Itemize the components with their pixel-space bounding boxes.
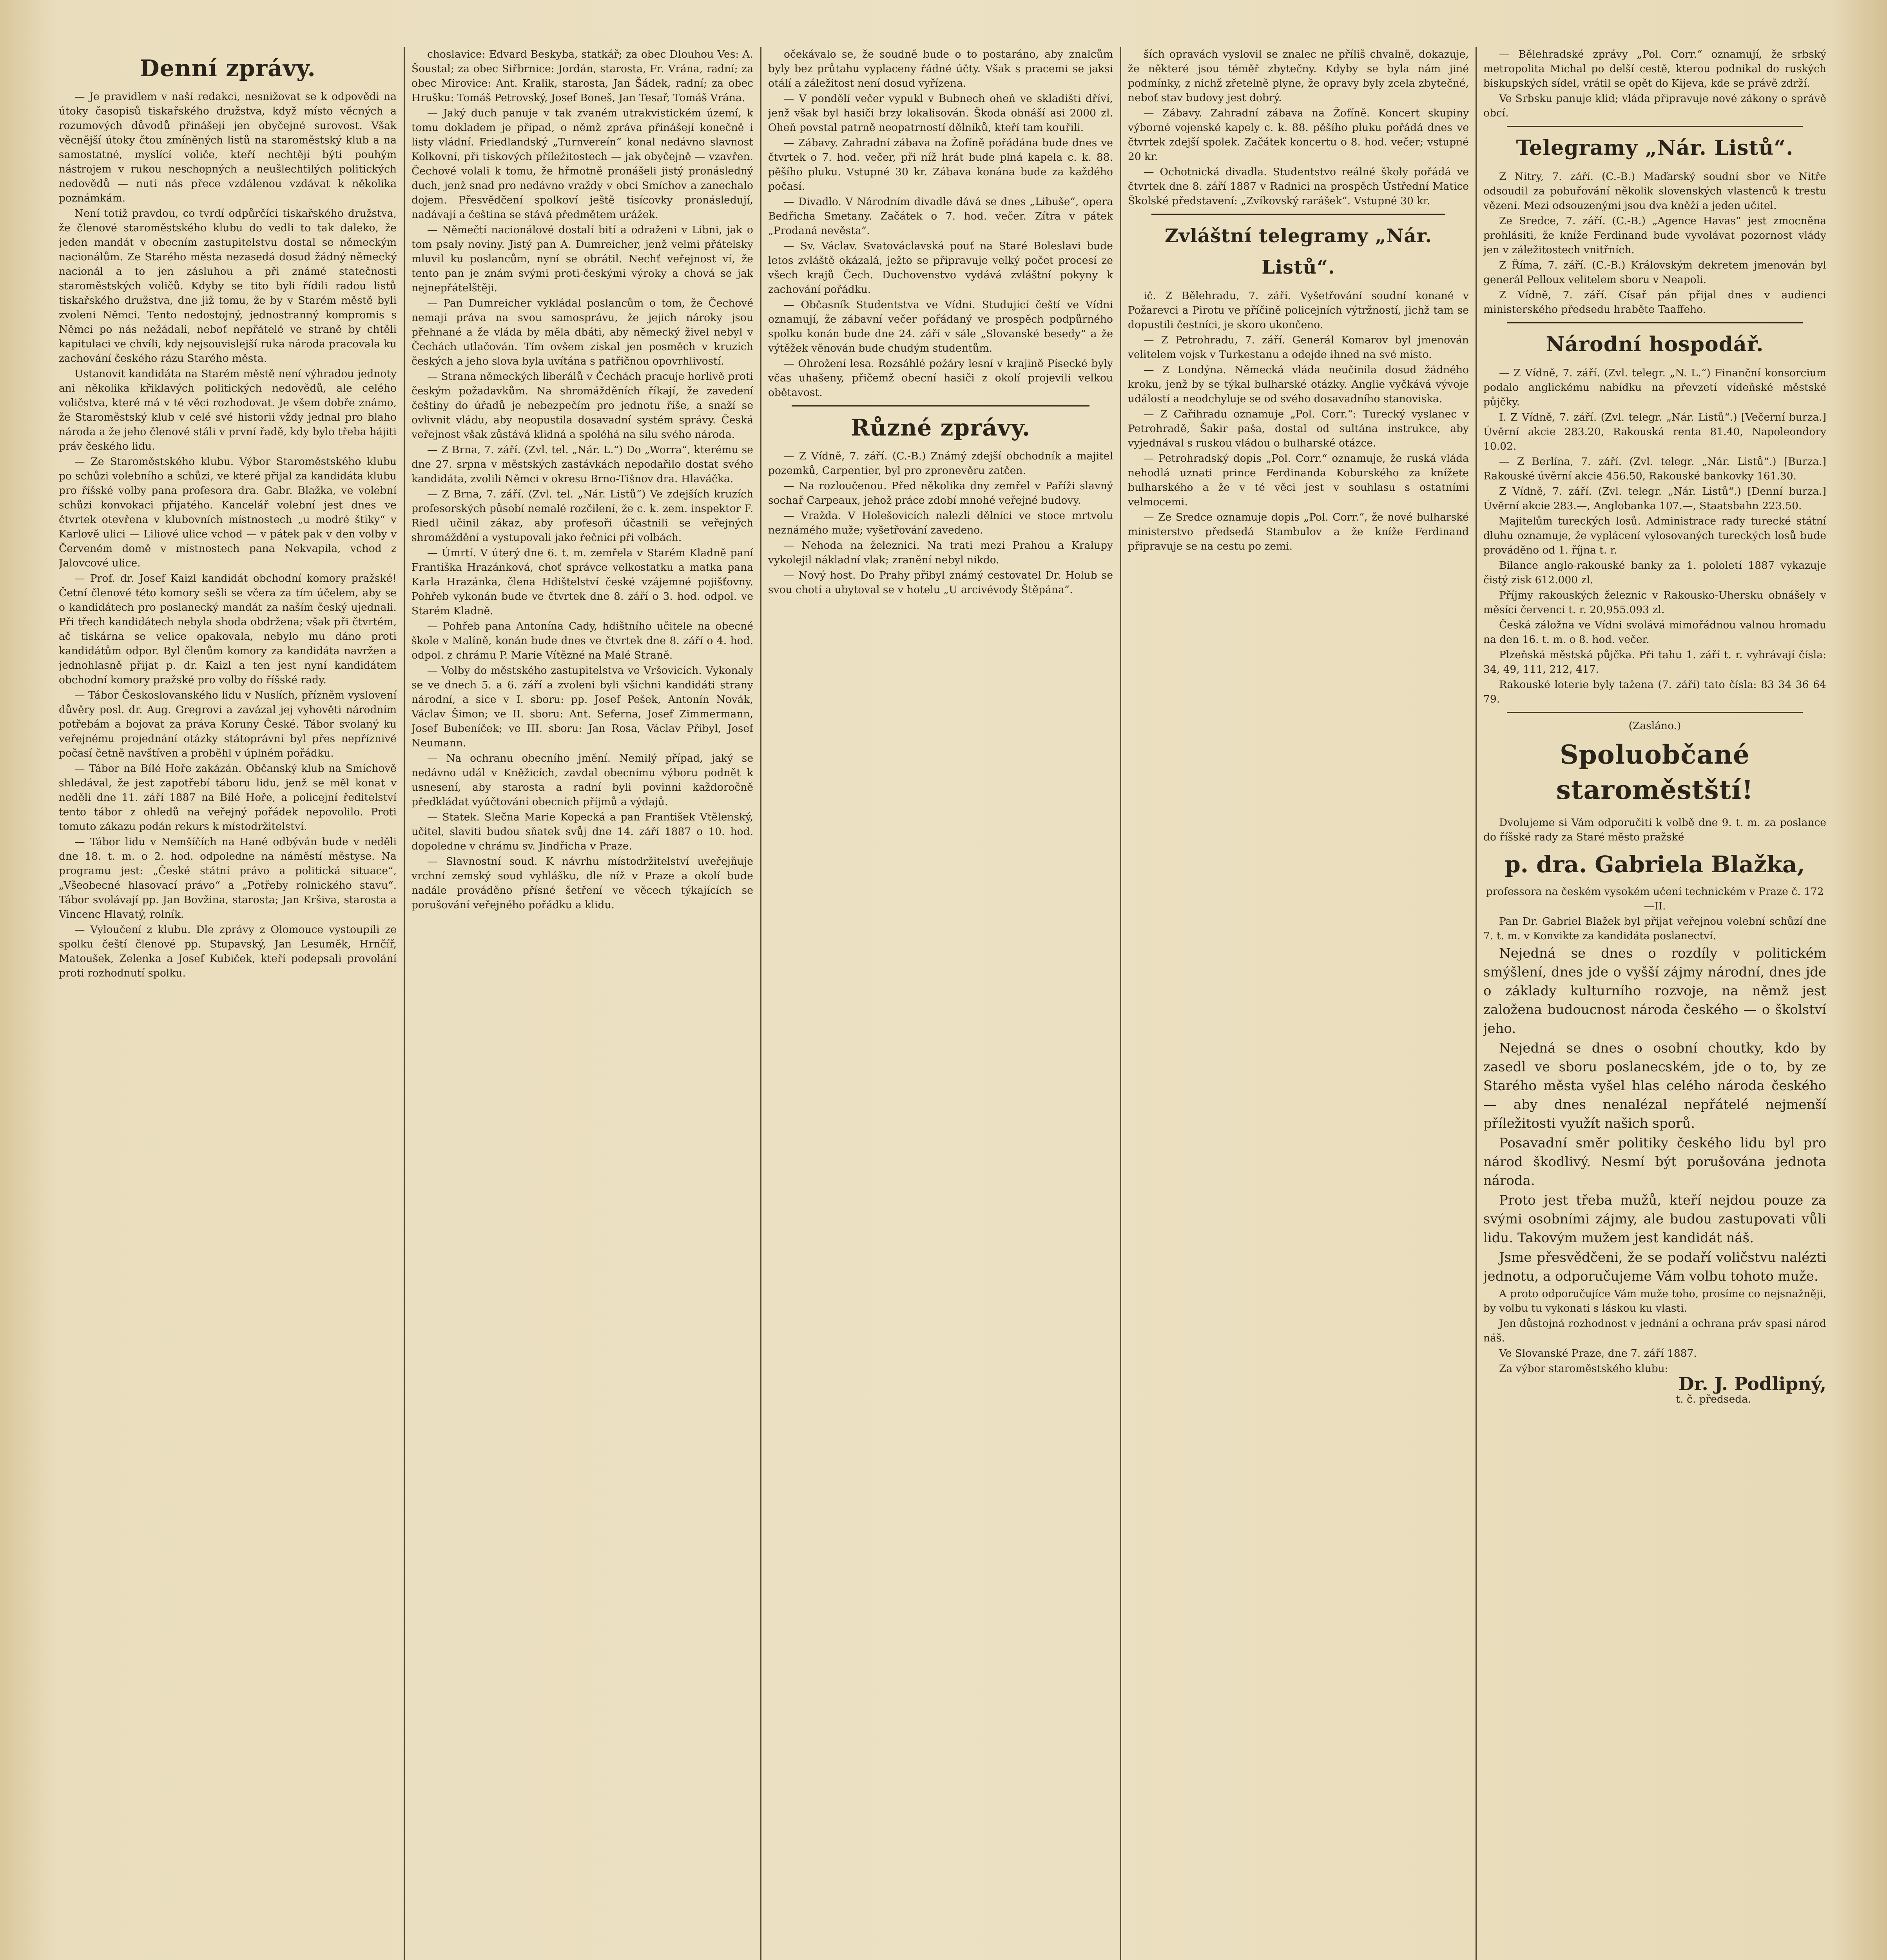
notice-paragraph: Za výbor staroměstského klubu: — [1499, 1363, 1668, 1375]
article-paragraph: Z Nitry, 7. září. (C.-B.) Maďarský soudní sbor ve Nitře odsoudil za pobuřování několik slovenských vlastenců k trestu vězení. Mezi odsouzenými jsou dva kněží a jeden učitel. — [1483, 171, 1826, 212]
candidate-name: p. dra. Gabriela Blažka, — [1505, 851, 1805, 878]
section-rule — [1507, 322, 1803, 323]
column-4 — [1128, 47, 1469, 1960]
section-heading-narodni-hospodar: Národní hospodář. — [1546, 332, 1764, 356]
section-rule — [1151, 214, 1445, 215]
article-paragraph: — Zábavy. Zahradní zábava na Žofíně pořádána bude dnes ve čtvrtek o 7. hod. večer, při níž hrát bude plná kapela c. k. 88. pěšího pluku. Vstupné 30 kr. Zábava konána bude za každého počasí. — [768, 137, 1113, 192]
article-paragraph: — Z Brna, 7. září. (Zvl. tel. „Nár. Listů“) Ve zdejších kruzích profesorských působí nemalé rozčilení, že c. k. zem. inspektor F. Riedl učinil zákaz, aby profesoři účastnili se veřejných shromáždění a vystupovali jako řečníci při volbách. — [411, 488, 753, 544]
article-paragraph: — Občasník Studentstva ve Vídni. Studující čeští ve Vídni oznamují, že zábavní večer pořádaný ve prospěch podpůrného spolku konán bude dne 24. září v sále „Slovanské besedy“ a že výtěžek věnován bude chudým studentům. — [768, 299, 1113, 354]
article-paragraph: Ustanovit kandidáta na Starém městě není výhradou jednoty ani několika křiklavých politických nedovědů, ale celého voličstva, které má v té věci rozhodovat. Je všem dobře známo, že Staroměstský klub v celé své historii vždy jednal pro blaho národa a že jeho členové stáli v první řadě, kdy bylo třeba hájiti práv českého lidu. — [59, 368, 397, 452]
column-3 — [768, 47, 1113, 1960]
article-paragraph: — Pan Dumreicher vykládal poslancům o tom, že Čechové nemají práva na svou samosprávu, že jejich nároky jsou přehnané a že vláda by měla dbáti, aby německý živel nebyl v Čechách utlačován. Tím ovšem získal jen posměch v kruzích českých a jeho slova byla uvítána s patřičnou opovrhlivostí. — [411, 297, 753, 367]
article-paragraph: — Volby do městského zastupitelstva ve Vršovicích. Vykonaly se ve dnech 5. a 6. září a zvoleni byli všichni kandidáti strany národní, a sice v I. sboru: pp. Josef Pešek, Antonín Novák, Václav Šimon; ve II. sboru: Ant. Seferna, Josef Zimmermann, Josef Bubeníček; ve III. sboru: Jan Rosa, Václav Přibyl, Josef Neumann. — [411, 664, 753, 749]
article-paragraph: ších opravách vyslovil se znalec ne příliš chvalně, dokazuje, že některé jsou téměř zbytečny. Kdyby se byla nám jiné podmínky, z nichž zřetelně plyne, že opravy byly zcela zbytečné, neboť stav budovy jest dobrý. — [1128, 48, 1469, 104]
article-paragraph: — Pohřeb pana Antonína Cady, hdištního učitele na obecné škole v Malíně, konán bude dnes ve čtvrtek dne 8. září o 4. hod. odpol. z chrámu P. Marie Vítězné na Malé Straně. — [411, 620, 753, 661]
article-paragraph: — Tábor na Bílé Hoře zakázán. Občanský klub na Smíchově shledával, že jest zapotřebí táboru lidu, jenž se měl konat v neděli dne 11. září 1887 na Bílé Hoře, a policejní ředitelství tento tábor z ohledů na veřejný pořádek nepovolilo. Proti tomuto zákazu podán rekurs k místodržitelství. — [59, 762, 397, 833]
article-paragraph: — Z Petrohradu, 7. září. Generál Komarov byl jmenován velitelem vojsk v Turkestanu a odejde ihned na své místo. — [1128, 334, 1469, 361]
article-paragraph: ič. Z Bělehradu, 7. září. Vyšetřování soudní konané v Požarevci a Pirotu ve příčině policejních výtržností, jichž tam se dopustili čestníci, je skoro ukončeno. — [1128, 290, 1469, 331]
article-paragraph: — Vyloučení z klubu. Dle zprávy z Olomouce vystoupili ze spolku čeští členové pp. Stupavský, Jan Lesuměk, Hrnčíř, Matoušek, Zelenka a Josef Kubiček, kteří podepsali provolání proti rozhodnutí spolku. — [59, 924, 397, 979]
article-paragraph: — Němečtí nacionálové dostalí bití a odraženi v Libni, jak o tom psaly noviny. Jistý pan A. Dumreicher, jenž velmi přátelsky mluvil ku poslancům, nyní se obrátil. Nechť veřejnost ví, že tento pan je znám svými proti-českými výroky a chová se jak nejnepřátelštěji. — [411, 224, 753, 294]
article-paragraph: Z Vídně, 7. září. (Zvl. telegr. „Nár. Listů“.) [Denní burza.] Úvěrní akcie 283.—, Anglobanka 107.—, Staatsbahn 223.50. — [1483, 485, 1826, 512]
article-paragraph: — Vražda. V Holešovicích nalezli dělníci ve stoce mrtvolu neznámého muže; vyšetřování zavedeno. — [768, 510, 1113, 536]
article-paragraph: — Bělehradské zprávy „Pol. Corr.“ oznamují, že srbský metropolita Michal po delší cestě, kterou podnikal do ruských biskupských sídel, vrátil se opět do Kijeva, kde se právě zdrží. — [1483, 48, 1826, 89]
article-paragraph: — Z Vídně, 7. září. (C.-B.) Známý zdejší obchodník a majitel pozemků, Carpentier, byl pro zpronevěru zatčen. — [768, 450, 1113, 477]
notice-paragraph: Pan Dr. Gabriel Blažek byl přijat veřejnou volební schůzí dne 7. t. m. v Konvikte za kandidáta poslanectví. — [1483, 915, 1826, 942]
article-paragraph: — Strana německých liberálů v Čechách pracuje horlivě proti českým požadavkům. Na shromážděních říkají, že zavedení češtiny do úřadů je nebezpečím pro jednotu říše, a snaží se ovlivnit vládu, aby neopustila dosavadní systém správy. Česká veřejnost však zůstává klidná a spoléhá na sílu svého národa. — [411, 370, 753, 441]
notice-paragraph: Proto jest třeba mužů, kteří nejdou pouze za svými osobními zájmy, ale budou zastupovati vůli lidu. Takovým mužem jest kandidát náš. — [1483, 1192, 1826, 1246]
article-paragraph: — Je pravidlem v naší redakci, nesnižovat se k odpovědi na útoky časopisů tiskařského družstva, když místo věcných a rozumových důvodů přinášejí jen obyčejné surovost. Však věcnější útoky čtou zmíněných listů na staroměstský klub a na samostatné, myslící voliče, kteří nechtějí býti pouhým nástrojem v rukou neschopných a neušlechtilých politických nedovědů — nutí nás přece vzdálenou vzdávat k několika poznámkám. — [59, 91, 397, 204]
section-rule — [1507, 126, 1803, 127]
notice-paragraph: A proto odporučujíce Vám muže toho, prosíme co nejsnažněji, by volbu tu vykonati s láskou ku vlasti. — [1483, 1288, 1826, 1314]
section-rule — [1507, 712, 1803, 713]
article-paragraph: — Na ochranu obecního jmění. Nemilý případ, jaký se nedávno udál v Kněžicích, zavdal obecnímu výboru podnět k usnesení, aby starosta a radní byli povinni každoročně předkládat vyúčtování obecních příjmů a výdajů. — [411, 752, 753, 808]
article-paragraph: — Slavnostní soud. K návrhu místodržitelství uveřejňuje vrchní zemský soud vyhlášku, dle níž v Praze a okolí bude nadále prováděno přísné šetření ve věcech týkajících se porušování veřejného pořádku a klidu. — [411, 855, 753, 911]
notice-paragraph: Jen důstojná rozhodnost v jednání a ochrana práv spasí národ náš. — [1483, 1318, 1826, 1344]
article-paragraph: — Z Londýna. Německá vláda neučinila dosud žádného kroku, jenž by se týkal bulharské otázky. Anglie vyčkává vývoje událostí a neodchyluje se od svého dosavadního stanoviska. — [1128, 364, 1469, 405]
article-paragraph: — Z Berlína, 7. září. (Zvl. telegr. „Nár. Listů“.) [Burza.] Rakouské úvěrní akcie 456.50, Rakouské bankovky 161.30. — [1483, 456, 1826, 482]
column-divider — [404, 47, 405, 1960]
notice-paragraph: Nejedná se dnes o osobní choutky, kdo by zasedl ve sboru poslanecském, jde o to, by ze Starého města vyšel hlas celého národa českého — aby dnes nenalézal nepřátelé nejmenší příležitosti využít našich sporů. — [1483, 1040, 1826, 1131]
article-paragraph: — Divadlo. V Národním divadle dává se dnes „Libuše“, opera Bedřicha Smetany. Začátek o 7. hod. večer. Zítra v pátek „Prodaná nevěsta“. — [768, 196, 1113, 237]
article-paragraph: Ze Sredce, 7. září. (C.-B.) „Agence Havas“ jest zmocněna prohlásiti, že kníže Ferdinand bude vyvolávat pozornost vlády jen v záležitostech vnitřních. — [1483, 215, 1826, 256]
notice-paragraph: Posavadní směr politiky českého lidu byl pro národ škodlivý. Nesmí být porušována jednota národa. — [1483, 1135, 1826, 1189]
notice-paragraph: Nejedná se dnes o rozdíly v politickém smýšlení, dnes jde o vyšší zájmy národní, dnes jde o základy kulturního rozvoje, na němž jest založena budoucnost národa českého — o školství jeho. — [1483, 946, 1826, 1036]
column-2 — [411, 47, 753, 1960]
article-paragraph: — V pondělí večer vypukl v Bubnech oheň ve skladišti dříví, jenž však byl hasiči brzy lokalisován. Škoda obnáší asi 2000 zl. Oheň povstal patrně neopatrností dělníků, kteří tam kouřili. — [768, 93, 1113, 134]
column-1 — [59, 47, 397, 1960]
section-heading-telegramy: Telegramy „Nár. Listů“. — [1516, 136, 1794, 160]
article-paragraph: Z Vídně, 7. září. Císař pán přijal dnes v audienci ministerského předsedu hraběte Taaffeho. — [1483, 289, 1826, 316]
section-heading-zvlastni-telegramy: Zvláštní telegramy „Nár. Listů“. — [1164, 225, 1432, 278]
section-heading-denni-zpravy: Denní zprávy. — [140, 55, 316, 82]
article-paragraph: — Ochotnická divadla. Studentstvo reálné školy pořádá ve čtvrtek dne 8. září 1887 v Radnici na prospěch Ústřední Matice Školské představení: „Zvíkovský rarášek“. Vstupné 30 kr. — [1128, 166, 1469, 207]
column-5 — [1483, 47, 1826, 1960]
notice-banner: Spoluobčané staroměstští! — [1556, 739, 1754, 805]
article-paragraph: — Petrohradský dopis „Pol. Corr.“ oznamuje, že ruská vláda nehodlá uznati prince Ferdinanda Koburského za knížete bulharského a že v té věci jest v souhlasu s ostatními velmocemi. — [1128, 452, 1469, 508]
article-paragraph: — Z Cařihradu oznamuje „Pol. Corr.“: Turecký vyslanec v Petrohradě, Šakir paša, dostal od sultána instrukce, aby vyjednával s ruskou vládou o bulharské otázce. — [1128, 408, 1469, 449]
article-paragraph: Ve Srbsku panuje klid; vláda připravuje nové zákony o správě obcí. — [1483, 93, 1826, 119]
article-paragraph: — Jaký duch panuje v tak zvaném utrakvistickém území, k tomu dokladem je případ, o němž zpráva přinášejí konečně i listy vládní. Friedlandský „Turnvereín“ konal nedávno slavnost Kolkovní, při tiskových příležitostech — jak obyčejně — vzavřen. Čechové volali k tomu, že hřmotně pronášeli jistý pronásledný duch, jenž snad pro nedávno vraždy v obci Smíchov a zanechalo dojem. Přesvědčení spolkoví ještě tisícovky pronásledují, nadávají a čeština se stává předmětem urážek. — [411, 107, 753, 221]
article-paragraph: — Zábavy. Zahradní zábava na Žofíně. Koncert skupiny výborné vojenské kapely c. k. 88. pěšího pluku pořádá dnes ve čtvrtek zdejší spolek. Začátek koncertu o 8. hod. večer; vstupné 20 kr. — [1128, 107, 1469, 163]
article-paragraph: — Prof. dr. Josef Kaizl kandidát obchodní komory pražské! Četní členové této komory sešli se včera za tím účelem, aby se o kandidátech pro poslanecký mandát za naším český ujednali. Při třech kandidátech nebyla shoda obdržena; však při čtvrtém, ač tiskárna se velice opakovala, nebylo mu dáno proti kandidátům odpor. Byl členům komory za kandidáta navržen a jednohlasně přijat p. dr. Kaizl a ten jest nyní kandidátem obchodní komory pražské pro volby do říšské rady. — [59, 572, 397, 686]
article-paragraph: — Ze Staroměstského klubu. Výbor Staroměstského klubu po schůzi volebního a schůzi, ve které přijal za kandidáta klubu pro říšské volby pana profesora dra. Gabr. Blažka, ve volební schůzi konvokaci přijatého. Kancelář volební jest dnes ve čtvrtek otevřena v klubovních místnostech „u modré štiky“ v Karlově ulici — Liliové ulice vchod — v pátek pak v den volby v Červeném domě v místnostech pana Nekvapila, vchod z Jalovcové ulice. — [59, 456, 397, 569]
notice-paragraph: Dvolujeme si Vám odporučiti k volbě dne 9. t. m. za poslance do říšské rady za Staré město pražské — [1483, 817, 1826, 843]
article-paragraph: I. Z Vídně, 7. září. (Zvl. telegr. „Nár. Listů“.) [Večerní burza.] Úvěrní akcie 283.20, Rakouská renta 81.40, Napoleondory 10.02. — [1483, 411, 1826, 452]
article-paragraph: — Nový host. Do Prahy přibyl známý cestovatel Dr. Holub se svou chotí a ubytoval se v hotelu „U arcivévody Štěpána“. — [768, 569, 1113, 596]
article-paragraph: choslavice: Edvard Beskyba, statkář; za obec Dlouhou Ves: A. Šoustal; za obec Siřbrnice: Jordán, starosta, Fr. Vrána, radní; za obec Mirovice: Ant. Kralik, starosta, Jan Šádek, radní; za obec Hrušku: Tomáš Petrovský, Josef Boneš, Jan Tesař, Tomáš Vrána. — [411, 48, 753, 104]
article-paragraph: — Z Vídně, 7. září. (Zvl. telegr. „N. L.“) Finanční konsorcium podalo anglickému nabídku na převzetí vídeňské městské půjčky. — [1483, 367, 1826, 408]
signature: Dr. J. Podlipný, — [1678, 1373, 1826, 1394]
column-divider — [760, 47, 761, 1960]
section-heading-ruzne-zpravy: Různé zprávy. — [850, 414, 1031, 441]
article-paragraph: — Na rozloučenou. Před několika dny zemřel v Paříži slavný sochař Carpeaux, jehož práce zdobí mnohé veřejné budovy. — [768, 480, 1113, 506]
notice-paragraph: Ve Slovanské Praze, dne 7. září 1887. — [1499, 1347, 1697, 1359]
section-rule — [792, 405, 1089, 407]
article-paragraph: — Tábor lidu v Nemšíčích na Hané odbýván bude v neděli dne 18. t. m. o 2. hod. odpoledne na náměstí městyse. Na programu jest: „České státní právo a politická situace“, „Všeobecné hlasovací právo“ a „Potřeby rolnického stavu“. Tábor svolávají pp. Jan Bovžina, starosta; Jan Kršiva, starosta a Vincenc Hlavatý, rolník. — [59, 836, 397, 920]
signature-title: t. č. předseda. — [1676, 1393, 1751, 1405]
article-paragraph: — Tábor Českoslovanského lidu v Nuslích, přízněm vyslovení důvěry posl. dr. Aug. Gregrovi a zavázal jej vyhověti národním potřebám a bojovat za práva Koruny České. Tábor svolaný ku veřejnému projednání otázky státoprávní byl přes nepříznivé počasí četně navštíven a proběhl v úplném pořádku. — [59, 689, 397, 759]
notice-paragraph: Jsme přesvědčeni, že se podaří voličstvu nalézti jednotu, a odporučujeme Vám volbu tohoto muže. — [1483, 1250, 1826, 1284]
notice-label: (Zasláno.) — [1628, 720, 1681, 732]
article-paragraph: — Sv. Václav. Svatováclavská pouť na Staré Boleslavi bude letos zvláště okázalá, ježto se připravuje velký počet procesí ze všech krajů Čech. Duchovenstvo vydává zvláštní pokyny k zachování pořádku. — [768, 240, 1113, 296]
column-divider — [1476, 47, 1477, 1960]
article-paragraph: Není totiž pravdou, co tvrdí odpůrčíci tiskařského družstva, že členové staroměstského klubu do vedli to tak daleko, že jeden mandát v obecním zastupitelstvu dostal se německým nacionálům. Ze Starého města nezasedá dosud žádný německý nacionál a to jen zásluhou a při známé statečnosti staroměstských voličů. Kdyby se tito byli řídili radou listů tiskařského družstva, dne již tomu, že by v Starém městě byli zvoleni Němci. Tento nedostojný, jednostranný kompromis s Němci po nás nežádali, neboť nepřátelé ve straně by chtěli kapitulaci ve chvíli, kdy nejsouvislejší ruka národa pracovala ku zachování českého rázu Starého města. — [59, 207, 397, 365]
article-paragraph: Příjmy rakouských železnic v Rakousko-Uhersku obnášely v měsíci červenci t. r. 20,955.093 zl. — [1483, 589, 1826, 616]
article-paragraph: — Nehoda na železnici. Na trati mezi Prahou a Kralupy vykolejil nákladní vlak; zranění nebyl nikdo. — [768, 539, 1113, 566]
notice-paragraph: professora na českém vysokém učení technickém v Praze č. 172—II. — [1486, 886, 1824, 912]
article-paragraph: Z Říma, 7. září. (C.-B.) Královským dekretem jmenován byl generál Pelloux velitelem sboru v Neapoli. — [1483, 259, 1826, 286]
article-paragraph: Rakouské loterie byly tažena (7. září) tato čísla: 83 34 36 64 79. — [1483, 679, 1826, 705]
article-paragraph: Plzeňská městská půjčka. Při tahu 1. září t. r. vyhrávají čísla: 34, 49, 111, 212, 417. — [1483, 649, 1826, 675]
article-paragraph: — Z Brna, 7. září. (Zvl. tel. „Nár. L.“) Do „Worra“, kterému se dne 27. srpna v městských zastávkách nepodařilo dostat svého kandidáta, zvolili Němci v okresu Brno-Tišnov dra. Hlaváčka. — [411, 444, 753, 485]
article-paragraph: — Ze Sredce oznamuje dopis „Pol. Corr.“, že nové bulharské ministerstvo předsedá Stambulov a že kníže Ferdinand připravuje se na cestu po zemi. — [1128, 511, 1469, 552]
article-paragraph: Bilance anglo-rakouské banky za 1. pololetí 1887 vykazuje čistý zisk 612.000 zl. — [1483, 559, 1826, 586]
article-paragraph: očekávalo se, že soudně bude o to postaráno, aby znalcům byly bez průtahu vyplaceny řádné účty. Však s pracemi se jaksi otálí a záležitost není dosud vyřízena. — [768, 48, 1113, 89]
article-paragraph: — Úmrtí. V úterý dne 6. t. m. zemřela v Starém Kladně paní Františka Hrazánková, choť správce velkostatku a matka pana Karla Hrazánka, člena Hdištelství české vzájemné pojišťovny. Pohřeb vykonán bude ve čtvrtek dne 8. září o 3. hod. odpol. ve Starém Kladně. — [411, 547, 753, 617]
article-paragraph: — Statek. Slečna Marie Kopecká a pan František Vtělenský, učitel, slaviti budou sňatek svůj dne 14. září 1887 o 10. hod. dopoledne v chrámu sv. Jindřicha v Praze. — [411, 811, 753, 852]
article-paragraph: — Ohrožení lesa. Rozsáhlé požáry lesní v krajině Písecké byly včas uhašeny, přičemž obecní hasiči z okolí projevili velkou obětavost. — [768, 358, 1113, 399]
column-divider — [1120, 47, 1121, 1960]
article-paragraph: Česká záložna ve Vídni svolává mimořádnou valnou hromadu na den 16. t. m. o 8. hod. večer. — [1483, 619, 1826, 646]
article-paragraph: Majitelům tureckých losů. Administrace rady turecké státní dluhu oznamuje, že vyplácení vylosovaných tureckých losů bude prováděno od 1. října t. r. — [1483, 515, 1826, 556]
